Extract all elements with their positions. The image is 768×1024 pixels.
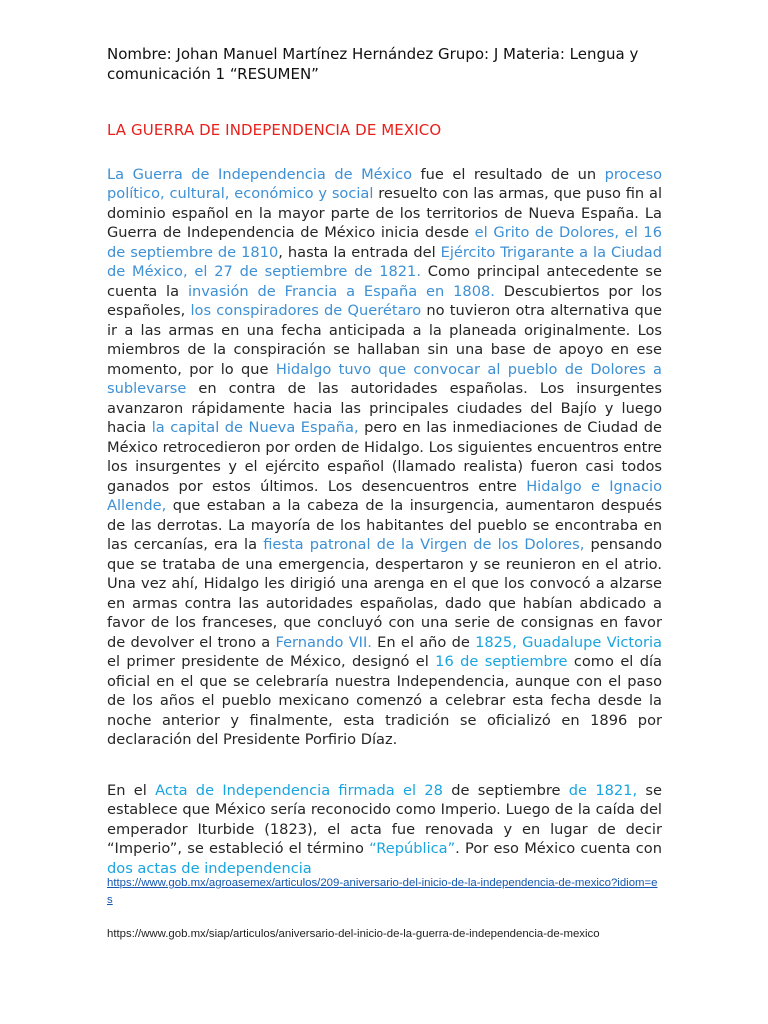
reference-link-agroasemex[interactable]: https://www.gob.mx/agroasemex/articulos/209-aniversario-del-inicio-de-la-independencia-de-mexico?idiom=es — [107, 877, 658, 906]
inline-link[interactable]: Hidalgo e Ignacio Allende, — [107, 477, 662, 515]
inline-link[interactable]: Fernando VII. — [275, 633, 372, 651]
paragraph-independence-act — [107, 781, 662, 879]
inline-link[interactable]: el Grito de Dolores, el 16 de septiembre de 1810 — [107, 224, 662, 261]
paragraph-text: que estaban a la cabeza de la insurgencia, aumentaron después de las derrotas. La mayoría de los habitantes del pueblo se encontraba en las cercanías, era la — [107, 497, 662, 554]
paragraph-text: de septiembre — [442, 781, 569, 799]
paragraph-text: , hasta la entrada del — [278, 243, 441, 261]
inline-link[interactable]: Ejército Trigarante a la Ciudad de México, el 27 de septiembre de 1821. — [107, 243, 662, 281]
paragraph-text: el primer presidente de México, designó el — [107, 653, 436, 671]
inline-link[interactable]: 1825, Guadalupe Victoria — [475, 633, 662, 651]
inline-link[interactable]: Hidalgo tuvo que convocar al pueblo de Dolores a sublevarse — [107, 360, 662, 398]
paragraph-independence-war — [107, 165, 662, 750]
paragraph-text: Descubiertos por los españoles, — [107, 282, 662, 320]
inline-link[interactable]: los conspiradores de Querétaro — [190, 302, 422, 320]
paragraph-text: . Por eso México cuenta con — [455, 840, 662, 858]
paragraph-text: Como principal antecedente se cuenta la — [107, 263, 662, 300]
student-header: Nombre: Johan Manuel Martínez Hernández Grupo: J Materia: Lengua y comunicación 1 “RESUMEN” — [107, 45, 639, 83]
paragraph-text: pero en las inmediaciones de Ciudad de México retrocedieron por orden de Hidalgo. Los siguientes encuentros entre los insurgentes y el ejército español (llamado realista) fueron casi todos ganados por estos últimos. Los desencuentros entre — [107, 419, 662, 495]
inline-link[interactable]: Acta de Independencia firmada el 28 — [155, 781, 443, 799]
inline-link[interactable]: proceso político, cultural, económico y social — [107, 165, 662, 203]
document-title: LA GUERRA DE INDEPENDENCIA DE MEXICO — [107, 121, 442, 139]
paragraph-text: En el año de — [371, 633, 476, 651]
paragraph-text: se establece que México sería reconocido como Imperio. Luego de la caída del emperador Iturbide (1823), el acta fue renovada y en lugar de decir “Imperio”, se estableció el término — [107, 781, 662, 858]
paragraph-text: no tuvieron otra alternativa que ir a las armas en una fecha anticipada a la planeada originalmente. Los miembros de la conspiración se hallaban sin una base de apoyo en ese momento, por lo que — [107, 302, 662, 378]
paragraph-text: en contra de las autoridades españolas. Los insurgentes avanzaron rápidamente hacia las principales ciudades del Bajío y luego hacia — [107, 380, 662, 437]
inline-link[interactable]: La Guerra de Independencia de México — [107, 165, 413, 183]
reference-text-siap: https://www.gob.mx/siap/articulos/aniversario-del-inicio-de-la-guerra-de-independencia-de-mexico — [107, 928, 600, 940]
inline-link[interactable]: invasión de Francia a España en 1808. — [187, 282, 495, 300]
inline-link[interactable]: dos actas de independencia — [107, 859, 312, 877]
paragraph-text: resuelto con las armas, que puso fin al dominio español en la mayor parte de los territorios de Nueva España. La Guerra de Independencia de México inicia desde — [107, 185, 662, 242]
paragraph-text: como el día oficial en el que se celebraría nuestra Independencia, aunque con el paso de los años el pueblo mexicano comenzó a celebrar esta fecha desde la noche anterior y finalmente, esta tradición se oficializó en 1896 por declaración del Presidente Porfirio Díaz. — [107, 653, 662, 749]
inline-link[interactable]: la capital de Nueva España, — [151, 419, 359, 437]
paragraph-text: pensando que se trataba de una emergencia, despertaron y se reunieron en el atrio. Una vez ahí, Hidalgo les dirigió una arenga en el que los convocó a alzarse en armas contra las autoridades españolas, dado que habían abdicado a favor de los franceses, que concluyó con una serie de consignas en favor de devolver el trono a — [107, 536, 662, 651]
paragraph-text: fue el resultado de un — [412, 165, 605, 183]
inline-link[interactable]: 16 de septiembre — [435, 653, 568, 671]
paragraph-text: En el — [107, 781, 156, 799]
inline-link[interactable]: “República” — [369, 840, 456, 858]
inline-link[interactable]: fiesta patronal de la Virgen de los Dolores, — [263, 536, 585, 554]
inline-link[interactable]: de 1821, — [568, 781, 638, 799]
